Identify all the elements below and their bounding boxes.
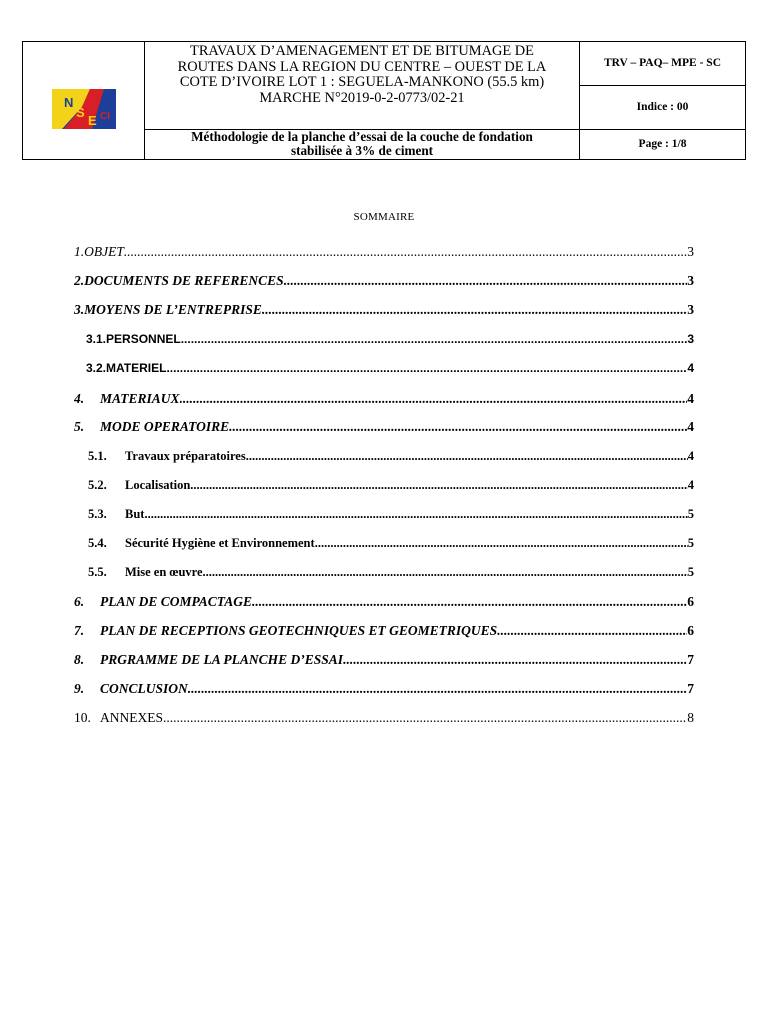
toc-leader [315,536,688,551]
toc-label: MODE OPERATOIRE [100,419,230,434]
toc-entry[interactable]: 5. MODE OPERATOIRE ..... 4 [74,419,694,439]
toc-leader [229,419,687,435]
toc-page: 7 [687,652,694,667]
toc-label: PLAN DE RECEPTIONS GEOTECHNIQUES ET GEOMETRIQUES [100,623,498,638]
toc-entry[interactable]: 3.2. MATERIEL ..... 4 [86,361,694,381]
toc-label: Localisation [125,478,191,492]
toc-label: MOYENS DE L’ENTREPRISE [84,302,262,317]
title-line: ROUTES DANS LA REGION DU CENTRE – OUEST DE LA [177,58,547,75]
toc-label: OBJET [84,244,124,259]
toc-page: 5 [687,536,694,550]
toc-label: DOCUMENTS DE REFERENCES [84,273,284,288]
toc-entry[interactable]: 5.3. But ..... 5 [88,507,694,527]
toc-entry[interactable]: 6. PLAN DE COMPACTAGE ..... 6 [74,594,694,614]
toc-label: But [125,507,145,521]
toc-page: 8 [687,710,694,725]
svg-text:E: E [88,113,97,128]
toc-label: PRGRAMME DE LA PLANCHE D’ESSAI [100,652,344,667]
toc-leader [166,361,687,375]
title-line: TRAVAUX D’AMENAGEMENT ET DE BITUMAGE DE [190,43,534,59]
document-indice: Indice : 00 [636,101,689,113]
toc-page: 3 [687,332,694,346]
toc-page: 4 [687,361,694,375]
toc-page: 7 [687,681,694,696]
toc-label: Mise en œuvre [125,565,203,579]
toc-label: Travaux préparatoires [125,449,246,463]
project-title [145,42,579,129]
toc-entry[interactable]: 7. PLAN DE RECEPTIONS GEOTECHNIQUES ET GEOMETRIQUES ..... 6 [74,623,694,643]
toc-entry[interactable]: 4. MATERIAUX ..... 4 [74,391,694,411]
toc-leader [188,681,687,697]
toc-entry[interactable]: 2. DOCUMENTS DE REFERENCES ..... 3 [74,273,694,293]
toc-page: 4 [687,449,694,463]
logo-cell [23,42,144,159]
toc-leader [284,273,688,289]
page-number: Page : 1/8 [638,138,687,150]
toc-leader [180,391,688,407]
sommaire-heading: SOMMAIRE [353,211,415,223]
toc-page: 6 [687,623,694,638]
toc-entry[interactable]: 5.5. Mise en œuvre ..... 5 [88,565,694,585]
toc-leader [343,652,687,668]
toc-page: 5 [687,565,694,579]
toc-page: 3 [687,302,694,317]
toc-label: Sécurité Hygiène et Environnement [125,536,315,550]
svg-text:S: S [76,105,85,120]
toc-leader [163,710,687,726]
svg-text:CI: CI [100,111,110,122]
toc-page: 5 [687,507,694,521]
toc-entry[interactable]: 3. MOYENS DE L’ENTREPRISE ..... 3 [74,302,694,322]
document-reference: TRV – PAQ– MPE - SC [603,57,722,69]
toc-leader [203,565,688,580]
toc-entry[interactable]: 3.1. PERSONNEL ..... 3 [86,332,694,352]
toc-entry[interactable]: 9. CONCLUSION ..... 7 [74,681,694,701]
toc-page: 6 [687,594,694,609]
subject-line: Méthodologie de la planche d’essai de la couche de fondation [191,129,533,144]
toc-label: PERSONNEL [106,332,181,346]
toc-leader [262,302,687,318]
toc-page: 4 [687,391,694,406]
title-line: MARCHE N°2019-0-2-0773/02-21 [259,89,465,106]
toc-entry[interactable]: 10. ANNEXES ..... 8 [74,710,694,730]
toc-leader [252,594,687,610]
toc-leader [497,623,687,639]
toc-entry[interactable]: 8. PRGRAMME DE LA PLANCHE D’ESSAI ..... 7 [74,652,694,672]
toc-leader [190,478,687,493]
toc-page: 4 [687,478,694,492]
toc-entry[interactable]: 5.1. Travaux préparatoires ..... 4 [88,449,694,469]
toc-label: MATERIEL [106,361,167,375]
toc-label: MATERIAUX [100,391,180,406]
toc-label: ANNEXES [100,710,163,725]
title-line: COTE D’IVOIRE LOT 1 : SEGUELA-MANKONO (55.5 km) [179,74,545,91]
document-header [22,41,746,160]
subject-line: stabilisée à 3% de ciment [290,143,434,158]
toc-entry[interactable]: 1. OBJET ..... 3 [74,244,694,264]
company-logo [52,89,116,129]
toc-page: 3 [687,244,694,259]
toc-label: PLAN DE COMPACTAGE [100,594,253,609]
toc-leader [124,244,687,260]
toc-label: CONCLUSION [100,681,188,696]
toc-page: 3 [687,273,694,288]
toc-page: 4 [687,419,694,434]
toc-entry[interactable]: 5.2. Localisation ..... 4 [88,478,694,498]
svg-text:N: N [64,95,74,110]
toc-leader [181,332,688,346]
document-subject [145,129,579,159]
toc-leader [246,449,688,464]
toc-leader [144,507,687,522]
toc-entry[interactable]: 5.4. Sécurité Hygiène et Environnement ..... 5 [88,536,694,556]
